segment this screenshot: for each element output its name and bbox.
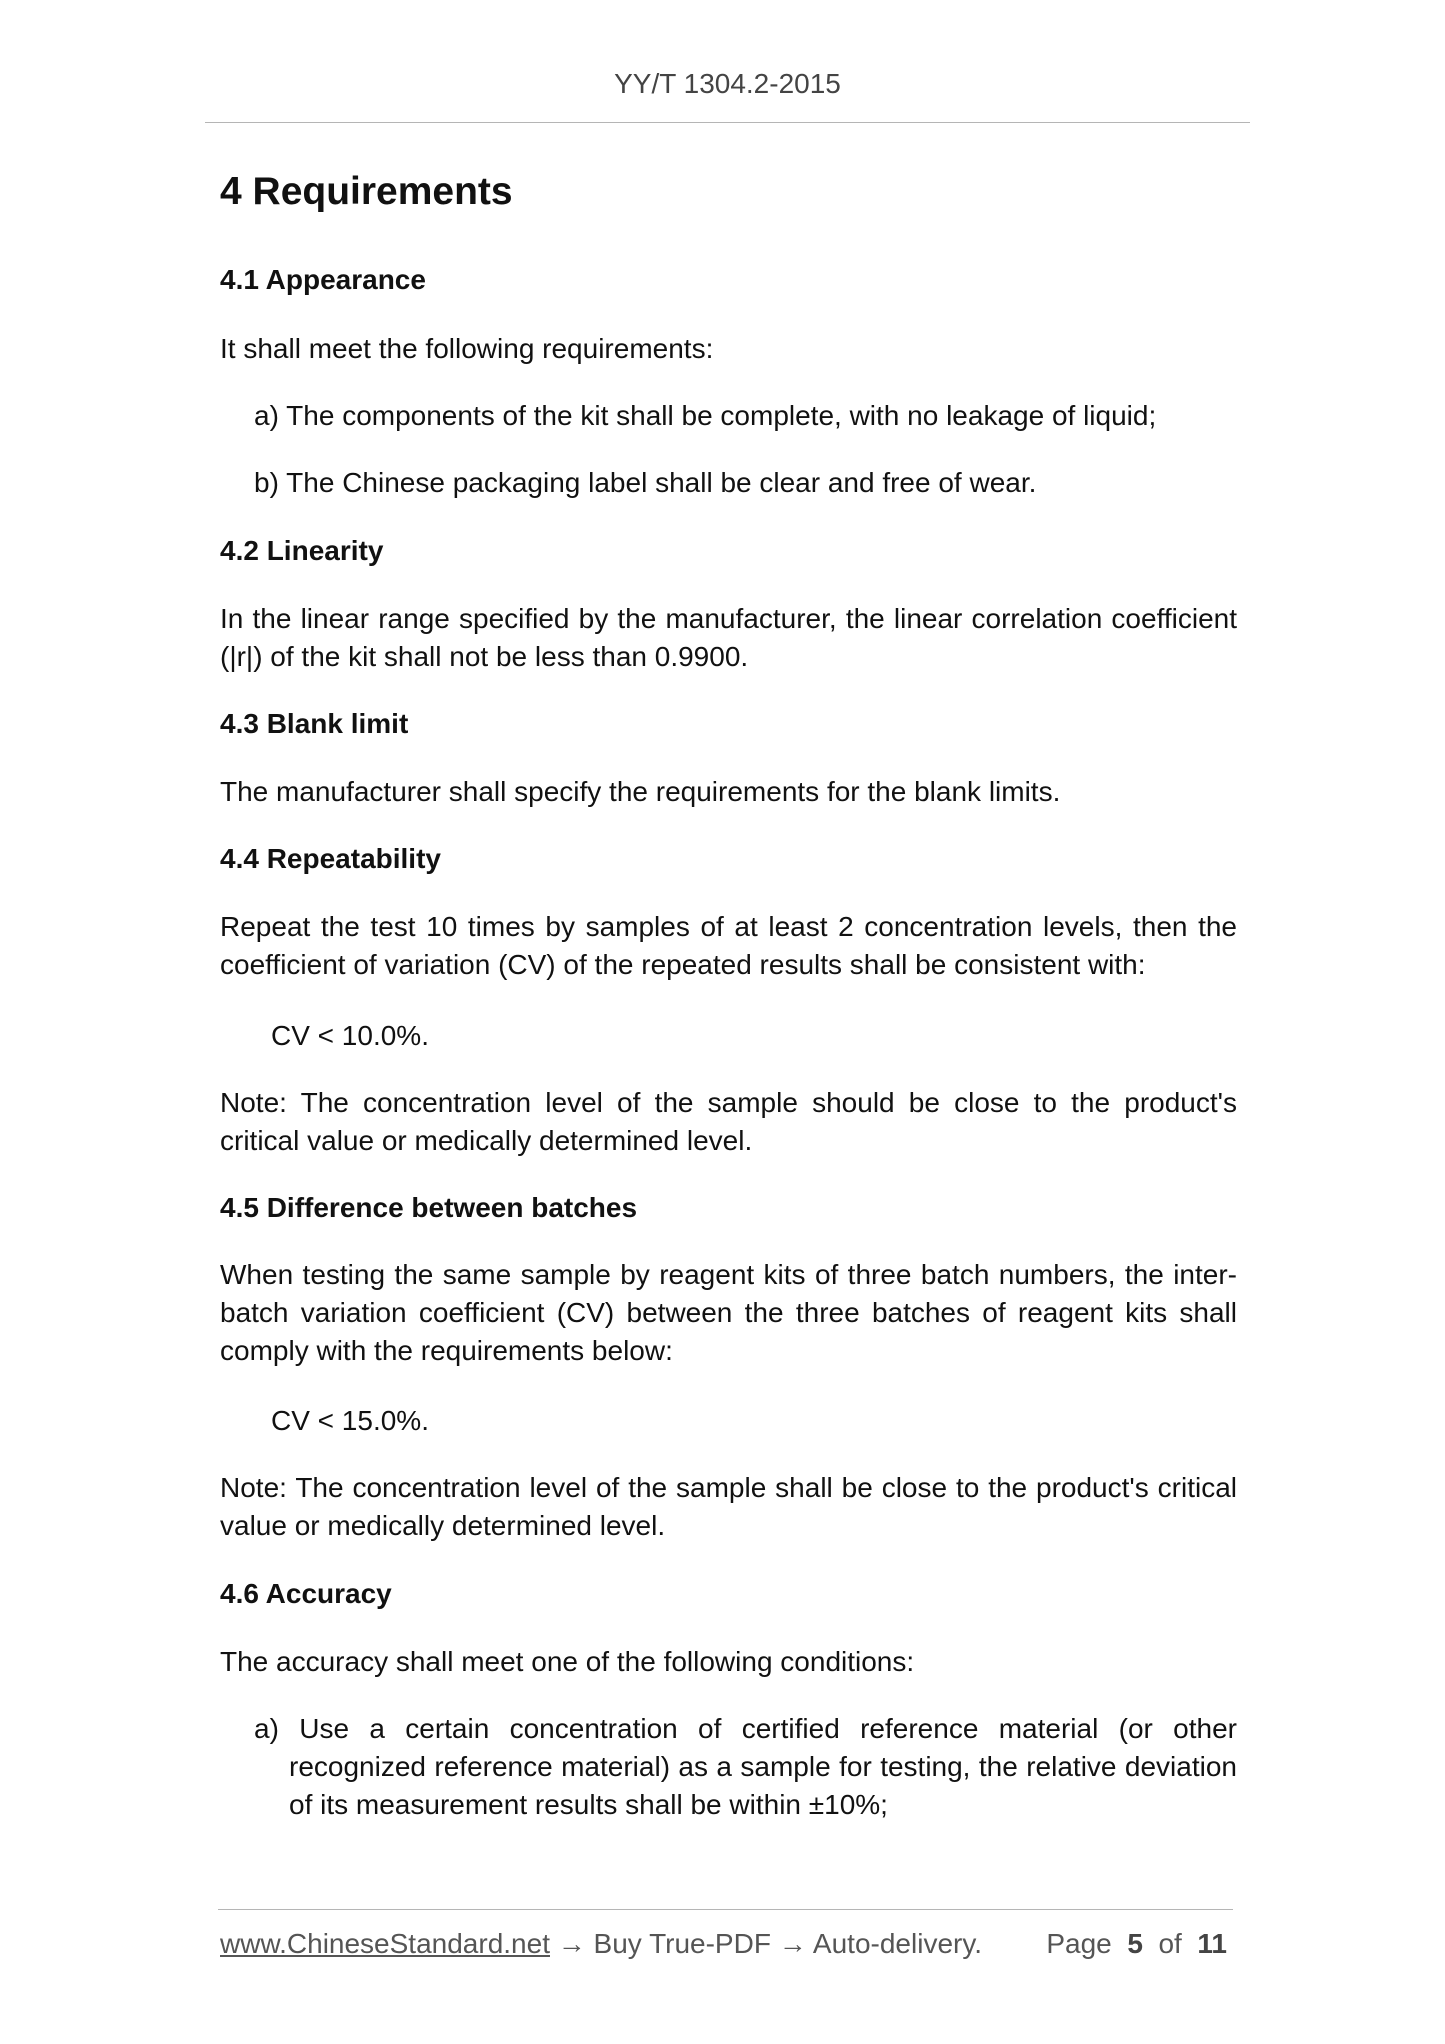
list-item-4-1-b: b) The Chinese packaging label shall be clear and free of wear. <box>254 467 1037 498</box>
paragraph-4-5: When testing the same sample by reagent kits of three batch numbers, the inter-batch variation coefficient (CV) between the three batches of reagent kits shall comply with the requirements below: <box>220 1259 1237 1366</box>
page-of-label: of <box>1158 1928 1182 1959</box>
heading-4-1: 4.1 Appearance <box>220 264 426 295</box>
formula-cv-10: CV < 10.0%. <box>271 1020 429 1051</box>
heading-4-2: 4.2 Linearity <box>220 535 384 566</box>
heading-4-6: 4.6 Accuracy <box>220 1578 392 1609</box>
heading-4-5: 4.5 Difference between batches <box>220 1192 638 1223</box>
page-header-standard-code: YY/T 1304.2-2015 <box>614 68 841 99</box>
page-number <box>1046 1928 1227 1960</box>
footer-divider <box>218 1909 1233 1910</box>
heading-4-3: 4.3 Blank limit <box>220 708 409 739</box>
page-total: 11 <box>1197 1928 1227 1959</box>
note-4-4: Note: The concentration level of the sample should be close to the product's critical value or medically determined level. <box>220 1087 1237 1156</box>
paragraph-4-3: The manufacturer shall specify the requirements for the blank limits. <box>220 776 1061 807</box>
header-divider <box>205 122 1250 123</box>
heading-4-4: 4.4 Repeatability <box>220 843 441 874</box>
paragraph-4-1-intro: It shall meet the following requirements: <box>220 333 714 364</box>
paragraph-4-2: In the linear range specified by the manufacturer, the linear correlation coefficient (|r|) of the kit shall not be less than 0.9900. <box>220 603 1237 672</box>
paragraph-4-6-intro: The accuracy shall meet one of the following conditions: <box>220 1646 915 1677</box>
page-current: 5 <box>1127 1928 1143 1959</box>
list-item-4-6-a: a) Use a certain concentration of certified reference material (or other recognized reference material) as a sample for testing, the relative deviation of its measurement results shall be within ±10%; <box>254 1713 1237 1820</box>
footer-tagline: → Buy True-PDF → Auto-delivery. <box>549 1928 983 1959</box>
page-label: Page <box>1046 1928 1112 1959</box>
footer-promo <box>220 1928 982 1960</box>
note-4-5: Note: The concentration level of the sample shall be close to the product's critical value or medically determined level. <box>220 1472 1237 1541</box>
section-title: 4 Requirements <box>220 170 513 213</box>
list-item-4-1-a: a) The components of the kit shall be complete, with no leakage of liquid; <box>254 400 1157 431</box>
paragraph-4-4: Repeat the test 10 times by samples of at least 2 concentration levels, then the coefficient of variation (CV) of the repeated results shall be consistent with: <box>220 911 1237 980</box>
formula-cv-15: CV < 15.0%. <box>271 1405 429 1436</box>
chinesestandard-link[interactable]: www.ChineseStandard.net <box>220 1928 550 1959</box>
